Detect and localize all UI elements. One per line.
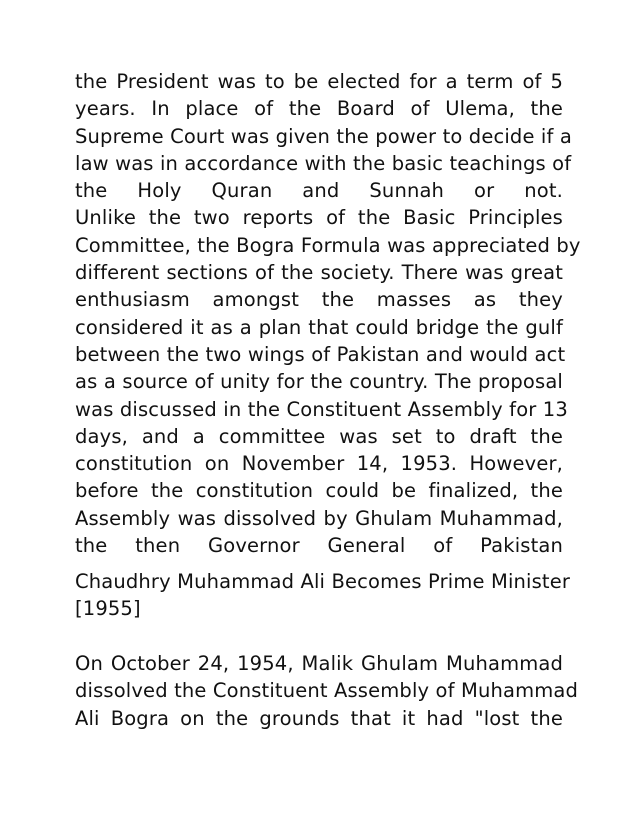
text-line: before the constitution could be finalized, the [75, 479, 563, 503]
text-line: days, and a committee was set to draft the [75, 424, 563, 448]
text-line: between the two wings of Pakistan and would act [75, 342, 566, 366]
text-line: the then Governor General of Pakistan [75, 534, 563, 558]
body-paragraph [75, 650, 578, 732]
text-line: the President was to be elected for a term of 5 [75, 70, 563, 93]
section-heading [75, 568, 571, 623]
text-line: was discussed in the Constituent Assembly for 13 [75, 397, 568, 421]
text-line: constitution on November 14, 1953. However, [75, 452, 563, 476]
text-line: as a source of unity for the country. The proposal [75, 370, 563, 394]
text-line: Committee, the Bogra Formula was appreciated by [75, 233, 581, 257]
text-line: years. In place of the Board of Ulema, the [75, 97, 563, 121]
text-line: Assembly was dissolved by Ghulam Muhammad, [75, 506, 563, 530]
text-line: the Holy Quran and Sunnah or not. [75, 179, 563, 203]
text-line: On October 24, 1954, Malik Ghulam Muhammad [75, 652, 563, 675]
text-line: Supreme Court was given the power to decide if a [75, 124, 572, 148]
text-line: different sections of the society. There was great [75, 261, 563, 285]
body-paragraph [75, 68, 581, 559]
text-line: Ali Bogra on the grounds that it had "lost the [75, 706, 563, 730]
text-line: dissolved the Constituent Assembly of Muhammad [75, 679, 578, 703]
text-line: enthusiasm amongst the masses as they [75, 288, 563, 312]
text-line: considered it as a plan that could bridge the gulf [75, 315, 563, 339]
heading-line: Chaudhry Muhammad Ali Becomes Prime Minister [75, 570, 571, 593]
text-line: Unlike the two reports of the Basic Principles [75, 206, 563, 230]
heading-line: [1955] [75, 597, 141, 621]
text-line: law was in accordance with the basic teachings of [75, 151, 572, 175]
